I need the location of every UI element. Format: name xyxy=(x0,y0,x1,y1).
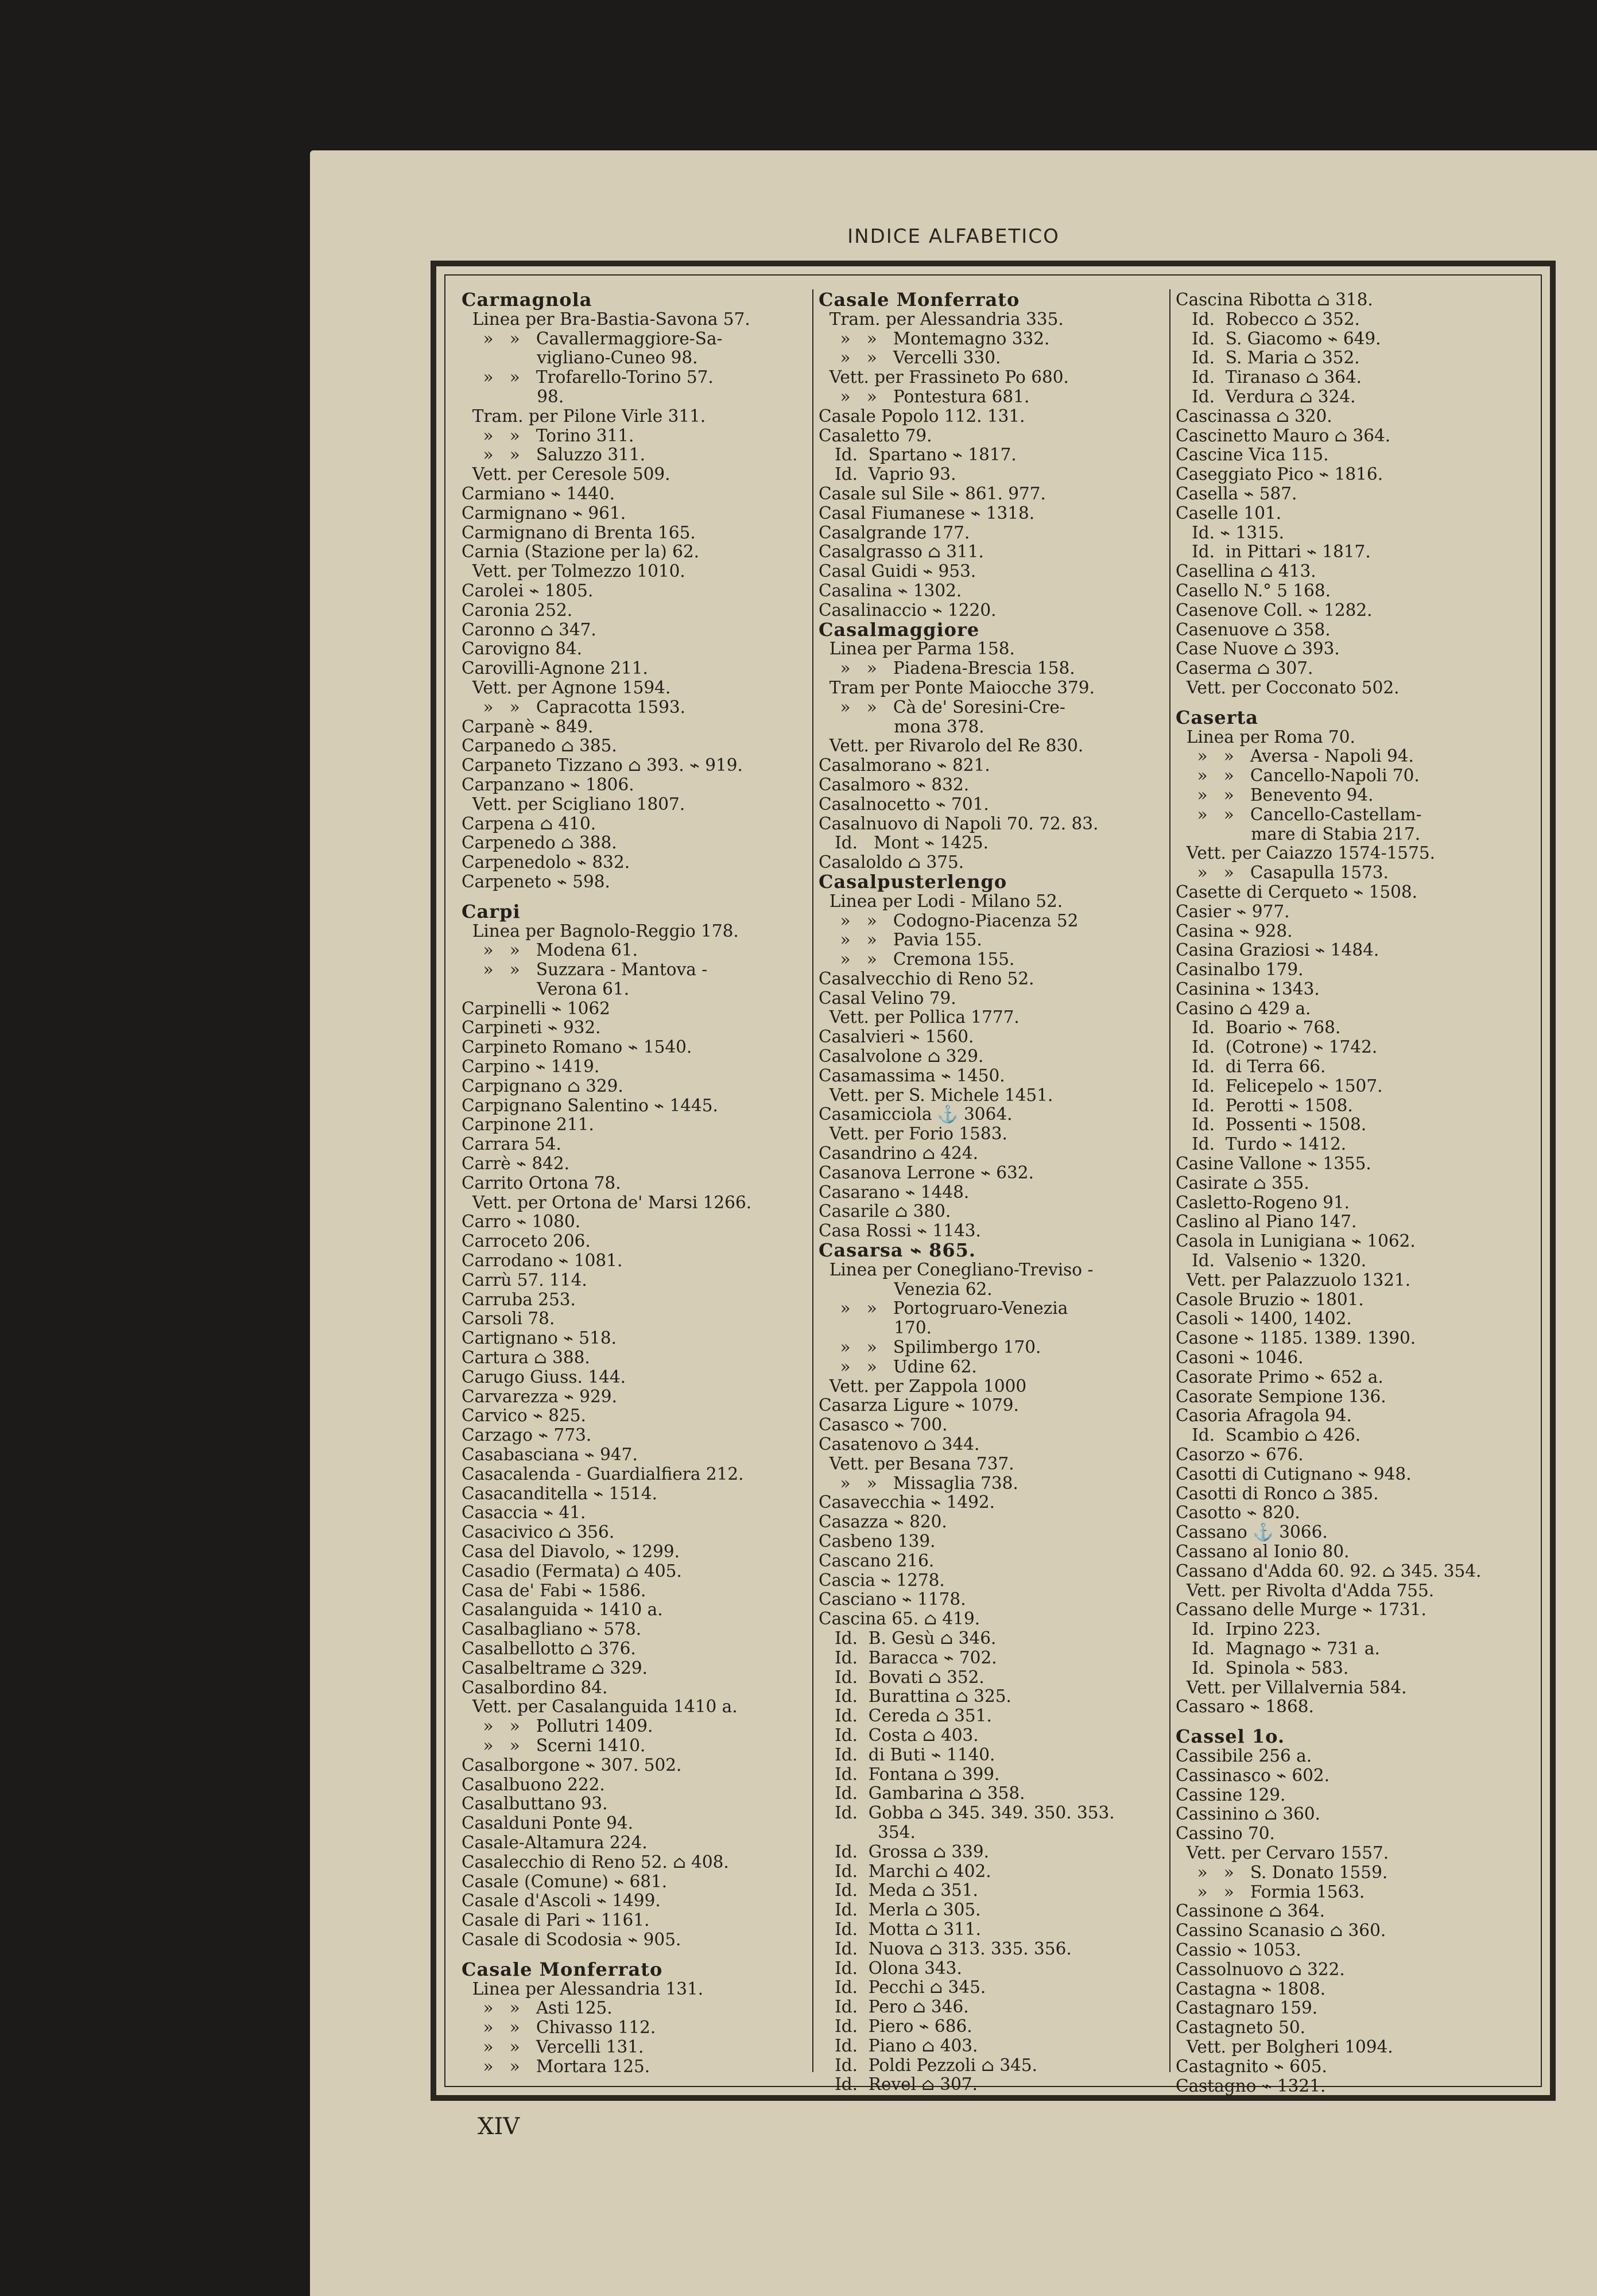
index-entry: Casella ⌁ 587. xyxy=(1176,483,1297,503)
index-entry: Casalbordino 84. xyxy=(462,1677,608,1697)
index-entry: Casaccia ⌁ 41. xyxy=(462,1503,586,1523)
index-heading: Casale Monferrato xyxy=(462,1958,663,1980)
index-entry: Casale di Scodosia ⌁ 905. xyxy=(462,1929,681,1949)
index-entry: Vett. per Casalanguida 1410 a. xyxy=(462,1697,738,1717)
index-entry: Vett. per Bolgheri 1094. xyxy=(1176,2037,1393,2057)
index-entry: » » Pontestura 681. xyxy=(819,386,1030,406)
index-entry: Id. in Pittari ⌁ 1817. xyxy=(1176,542,1371,562)
index-entry: Carpineto Romano ⌁ 1540. xyxy=(462,1037,692,1057)
index-entry: Id. Boario ⌁ 768. xyxy=(1176,1018,1341,1038)
index-entry: Linea per Roma 70. xyxy=(1176,727,1355,747)
index-entry: Caslino al Piano 147. xyxy=(1176,1212,1357,1232)
index-entry: Carmiano ⌁ 1440. xyxy=(462,483,615,503)
index-entry: Id. di Buti ⌁ 1140. xyxy=(819,1744,995,1764)
index-entry: Carpanè ⌁ 849. xyxy=(462,716,594,736)
index-entry: Carugo Giuss. 144. xyxy=(462,1367,626,1387)
index-entry: Casarsa ⌁ 865. xyxy=(819,1239,976,1262)
index-entry: Casale-Altamura 224. xyxy=(462,1832,648,1852)
index-entry: Tram. per Alessandria 335. xyxy=(819,309,1064,329)
index-entry: Linea per Bagnolo-Reggio 178. xyxy=(462,921,739,941)
index-entry: Carpena ⌂ 410. xyxy=(462,813,596,833)
index-entry: Casale (Comune) ⌁ 681. xyxy=(462,1871,668,1891)
index-entry: Carsoli 78. xyxy=(462,1309,555,1329)
index-entry: Tram. per Pilone Virle 311. xyxy=(462,406,706,426)
index-entry: Cassel 1o. xyxy=(1176,1725,1285,1748)
index-entry: » » Chivasso 112. xyxy=(462,2018,656,2038)
index-entry: Cascinassa ⌂ 320. xyxy=(1176,406,1332,426)
index-entry: Casino ⌂ 429 a. xyxy=(1176,998,1311,1018)
index-entry: Linea per Bra-Bastia-Savona 57. xyxy=(462,309,750,329)
index-entry: Casole Bruzio ⌁ 1801. xyxy=(1176,1289,1364,1309)
index-entry: Verona 61. xyxy=(462,979,630,999)
index-entry: Casalbellotto ⌂ 376. xyxy=(462,1638,636,1658)
index-entry: Cassio ⌁ 1053. xyxy=(1176,1940,1301,1960)
index-entry: Carrù 57. 114. xyxy=(462,1270,587,1290)
index-entry: Id. Gambarina ⌂ 358. xyxy=(819,1783,1025,1804)
index-entry: Casazza ⌁ 820. xyxy=(819,1512,947,1532)
index-entry: Casalnuovo di Napoli 70. 72. 83. xyxy=(819,813,1099,833)
index-entry: Id. Nuova ⌂ 313. 335. 356. xyxy=(819,1938,1072,1958)
index-entry: Id. Poldi Pezzoli ⌂ 345. xyxy=(819,2055,1038,2075)
index-entry: » » Montemagno 332. xyxy=(819,328,1050,348)
index-entry: Casorzo ⌁ 676. xyxy=(1176,1445,1304,1465)
index-entry: Carvico ⌁ 825. xyxy=(462,1406,586,1426)
index-entry: Vett. per Palazzuolo 1321. xyxy=(1176,1270,1411,1290)
index-entry: Cassaro ⌁ 1868. xyxy=(1176,1697,1314,1717)
index-entry: Cascia ⌁ 1278. xyxy=(819,1570,945,1590)
index-entry: Cassine 129. xyxy=(1176,1785,1286,1805)
index-entry: Casale d'Ascoli ⌁ 1499. xyxy=(462,1891,661,1911)
index-entry: Casalbuono 222. xyxy=(462,1774,605,1794)
index-entry: Carpino ⌁ 1419. xyxy=(462,1057,600,1077)
index-entry: Id. Magnago ⌁ 731 a. xyxy=(1176,1638,1380,1658)
index-entry: Carzago ⌁ 773. xyxy=(462,1425,592,1445)
index-entry: Casadio (Fermata) ⌂ 405. xyxy=(462,1561,682,1581)
index-entry: » » Piadena-Brescia 158. xyxy=(819,658,1075,678)
index-entry: » » Saluzzo 311. xyxy=(462,445,646,465)
index-entry: Id. Possenti ⌁ 1508. xyxy=(1176,1115,1367,1135)
index-entry: Casalvieri ⌁ 1560. xyxy=(819,1027,974,1047)
index-entry: » » Trofarello-Torino 57. xyxy=(462,367,714,387)
index-entry: Casenove Coll. ⌁ 1282. xyxy=(1176,600,1373,620)
index-entry: » » Missaglia 738. xyxy=(819,1473,1018,1493)
index-entry: Id. Meda ⌂ 351. xyxy=(819,1880,978,1901)
index-entry: Casalbuttano 93. xyxy=(462,1794,608,1814)
index-column-3 xyxy=(1176,290,1532,2096)
index-entry: Casotti di Ronco ⌂ 385. xyxy=(1176,1483,1379,1503)
index-entry: Id. Gobba ⌂ 345. 349. 350. 353. xyxy=(819,1803,1115,1823)
index-entry: Casoli ⌁ 1400, 1402. xyxy=(1176,1309,1352,1329)
index-entry: » » Codogno-Piacenza 52 xyxy=(819,910,1079,930)
index-entry: Casamicciola ⚓ 3064. xyxy=(819,1104,1013,1124)
index-entry: Casorate Sempione 136. xyxy=(1176,1386,1386,1406)
index-entry: Carpinone 211. xyxy=(462,1115,594,1135)
index-entry: Casirate ⌂ 355. xyxy=(1176,1173,1309,1193)
index-entry: Id. Marchi ⌂ 402. xyxy=(819,1861,991,1881)
index-entry: Casina ⌁ 928. xyxy=(1176,921,1293,941)
index-entry: Vett. per Ortona de' Marsi 1266. xyxy=(462,1192,752,1212)
index-entry: » » Pavia 155. xyxy=(819,930,982,950)
index-entry: Vett. per Scigliano 1807. xyxy=(462,794,685,814)
index-entry: Castagno ⌁ 1321. xyxy=(1176,2076,1326,2096)
index-entry: » » S. Donato 1559. xyxy=(1176,1862,1388,1882)
index-entry: Casalgrasso ⌂ 311. xyxy=(819,542,984,562)
index-entry: Casa Rossi ⌁ 1143. xyxy=(819,1221,981,1241)
index-entry: » » Cavallermaggiore-Sa- xyxy=(462,328,723,348)
index-entry: » » Benevento 94. xyxy=(1176,785,1374,805)
index-entry: Casandrino ⌂ 424. xyxy=(819,1143,979,1163)
index-entry: Carrito Ortona 78. xyxy=(462,1173,621,1193)
index-entry: Id. Perotti ⌁ 1508. xyxy=(1176,1095,1353,1115)
index-entry: Linea per Parma 158. xyxy=(819,639,1015,659)
index-entry: » » Casapulla 1573. xyxy=(1176,863,1389,883)
index-entry: » » Suzzara - Mantova - xyxy=(462,960,708,980)
index-entry: Castagneto 50. xyxy=(1176,2018,1305,2038)
index-entry: Id. Pero ⌂ 346. xyxy=(819,1997,969,2017)
index-entry: Carruba 253. xyxy=(462,1289,576,1309)
index-entry: Vett. per Cocconato 502. xyxy=(1176,677,1400,697)
index-entry: Carpignano ⌂ 329. xyxy=(462,1076,623,1096)
index-entry: Id. di Terra 66. xyxy=(1176,1057,1326,1077)
index-entry: Casalgrande 177. xyxy=(819,522,970,542)
index-entry: Id. Pecchi ⌂ 345. xyxy=(819,1977,986,1998)
index-entry: Id. Spartano ⌁ 1817. xyxy=(819,445,1017,465)
index-entry: Cascinetto Mauro ⌂ 364. xyxy=(1176,425,1391,445)
index-entry: Casotti di Cutignano ⌁ 948. xyxy=(1176,1464,1412,1484)
index-entry: Cartura ⌂ 388. xyxy=(462,1348,590,1368)
index-entry: Id. ⌁ 1315. xyxy=(1176,522,1285,542)
index-entry: Carovilli-Agnone 211. xyxy=(462,658,648,678)
index-entry: Casinalbo 179. xyxy=(1176,960,1304,980)
index-entry: » » Torino 311. xyxy=(462,425,634,445)
index-entry: Id. Robecco ⌂ 352. xyxy=(1176,309,1360,329)
index-entry: Casa de' Fabi ⌁ 1586. xyxy=(462,1580,646,1600)
index-entry: Id. Olona 343. xyxy=(819,1958,962,1978)
index-entry: Id. Scambio ⌂ 426. xyxy=(1176,1425,1361,1445)
index-entry: Cassibile 256 a. xyxy=(1176,1746,1312,1766)
index-entry: » » Cancello-Castellam- xyxy=(1176,804,1422,824)
index-entry: Id. (Cotrone) ⌁ 1742. xyxy=(1176,1037,1378,1057)
index-entry: mona 378. xyxy=(819,716,984,736)
index-entry: Casciano ⌁ 1178. xyxy=(819,1589,966,1609)
index-entry: Casette di Cerqueto ⌁ 1508. xyxy=(1176,882,1418,902)
index-entry: » » Mortara 125. xyxy=(462,2056,650,2076)
index-entry: Casorate Primo ⌁ 652 a. xyxy=(1176,1367,1383,1387)
index-entry: Cassolnuovo ⌂ 322. xyxy=(1176,1959,1345,1979)
index-entry: Id. Turdo ⌁ 1412. xyxy=(1176,1134,1347,1154)
index-entry: » » Cremona 155. xyxy=(819,949,1015,969)
index-entry: Vett. per S. Michele 1451. xyxy=(819,1085,1053,1105)
index-entry: Vett. per Caiazzo 1574-1575. xyxy=(1176,843,1435,863)
index-entry: Cassano d'Adda 60. 92. ⌂ 345. 354. xyxy=(1176,1561,1482,1581)
index-entry: Casola in Lunigiana ⌁ 1062. xyxy=(1176,1231,1416,1251)
index-entry: Id. Baracca ⌁ 702. xyxy=(819,1647,997,1667)
index-entry: Id. Grossa ⌂ 339. xyxy=(819,1841,990,1861)
index-entry: Casalvolone ⌂ 329. xyxy=(819,1046,984,1066)
index-entry: Casamassima ⌁ 1450. xyxy=(819,1065,1005,1085)
index-entry: Carpineti ⌁ 932. xyxy=(462,1018,601,1038)
index-entry: Id. Mont ⌁ 1425. xyxy=(819,833,989,853)
index-entry: Vett. per Forio 1583. xyxy=(819,1124,1007,1144)
index-entry: Casale di Pari ⌁ 1161. xyxy=(462,1910,650,1930)
index-entry: Casale Popolo 112. 131. xyxy=(819,406,1025,426)
index-entry: Casal Fiumanese ⌁ 1318. xyxy=(819,503,1035,523)
index-entry: 98. xyxy=(462,386,564,406)
index-entry: Linea per Alessandria 131. xyxy=(462,1979,704,1999)
index-entry: Carpinelli ⌁ 1062 xyxy=(462,998,610,1018)
index-entry: vigliano-Cuneo 98. xyxy=(462,348,698,368)
index-entry: » » Pollutri 1409. xyxy=(462,1716,653,1736)
index-entry: Casenuove ⌂ 358. xyxy=(1176,619,1331,639)
index-entry: Vett. per Rivarolo del Re 830. xyxy=(819,736,1084,756)
index-entry: Casarile ⌂ 380. xyxy=(819,1201,951,1221)
index-entry: Carpaneto Tizzano ⌂ 393. ⌁ 919. xyxy=(462,755,743,775)
index-entry: Id. Spinola ⌁ 583. xyxy=(1176,1658,1349,1678)
index-entry: Id. Tiranaso ⌂ 364. xyxy=(1176,367,1362,387)
index-entry: Cassinone ⌂ 364. xyxy=(1176,1901,1325,1921)
index-entry: Carnia (Stazione per la) 62. xyxy=(462,542,700,562)
index-entry: Carvarezza ⌁ 929. xyxy=(462,1386,617,1406)
index-column-1 xyxy=(462,290,806,2081)
index-entry: Casacalenda - Guardialfiera 212. xyxy=(462,1464,744,1484)
index-entry: Castagna ⌁ 1808. xyxy=(1176,1979,1326,1999)
index-entry: Casalecchio di Reno 52. ⌂ 408. xyxy=(462,1852,729,1872)
index-entry: Case Nuove ⌂ 393. xyxy=(1176,639,1340,659)
index-entry: » » Formia 1563. xyxy=(1176,1882,1365,1902)
index-entry: » » Modena 61. xyxy=(462,940,638,960)
index-entry: Casaletto 79. xyxy=(819,425,932,445)
index-entry: Casalmorano ⌁ 821. xyxy=(819,755,990,775)
index-heading: Carmagnola xyxy=(462,289,592,311)
index-entry: Id. Irpino 223. xyxy=(1176,1619,1321,1639)
index-frame xyxy=(431,261,1556,2101)
index-entry: Vett. per Pollica 1777. xyxy=(819,1007,1020,1027)
index-entry: Casatenovo ⌂ 344. xyxy=(819,1434,980,1455)
index-entry: 354. xyxy=(819,1822,916,1842)
index-entry: » » Vercelli 330. xyxy=(819,348,1001,368)
index-entry: Cascina 65. ⌂ 419. xyxy=(819,1609,980,1629)
index-entry: Cassano al Ionio 80. xyxy=(1176,1542,1350,1561)
index-entry: Caronia 252. xyxy=(462,600,573,620)
index-heading: Caserta xyxy=(1176,706,1258,728)
index-entry: mare di Stabia 217. xyxy=(1176,824,1421,844)
index-entry: Casarza Ligure ⌁ 1079. xyxy=(819,1395,1019,1415)
index-entry: Caseggiato Pico ⌁ 1816. xyxy=(1176,464,1383,484)
index-entry: » » Udine 62. xyxy=(819,1356,977,1376)
index-entry: Vett. per Rivolta d'Adda 755. xyxy=(1176,1580,1435,1600)
page-number: XIV xyxy=(478,2113,520,2140)
index-entry: Vett. per Cervaro 1557. xyxy=(1176,1843,1389,1863)
index-entry: Casina Graziosi ⌁ 1484. xyxy=(1176,940,1379,960)
index-heading: Carpi xyxy=(462,900,521,922)
index-entry: Casabasciana ⌁ 947. xyxy=(462,1445,638,1465)
index-entry: Cassano delle Murge ⌁ 1731. xyxy=(1176,1600,1427,1620)
index-entry: Casacivico ⌂ 356. xyxy=(462,1522,615,1542)
index-entry: Vett. per Zappola 1000 xyxy=(819,1376,1027,1396)
index-entry: Carroceto 206. xyxy=(462,1231,591,1251)
index-entry: Cascine Vica 115. xyxy=(1176,445,1329,465)
index-entry: Cascano 216. xyxy=(819,1550,935,1570)
index-entry: Casa del Diavolo, ⌁ 1299. xyxy=(462,1542,680,1561)
index-entry: » » Cancello-Napoli 70. xyxy=(1176,766,1420,786)
index-entry: Id. Bovati ⌂ 352. xyxy=(819,1667,984,1687)
index-entry: » » Spilimbergo 170. xyxy=(819,1337,1041,1358)
index-entry: Id. Fontana ⌂ 399. xyxy=(819,1764,1000,1784)
index-entry: Id. Motta ⌂ 311. xyxy=(819,1919,982,1939)
index-entry: Cassino 70. xyxy=(1176,1824,1275,1844)
index-entry: Id. Verdura ⌂ 324. xyxy=(1176,386,1356,406)
index-entry: Cassano ⚓ 3066. xyxy=(1176,1522,1328,1542)
index-entry: Cartignano ⌁ 518. xyxy=(462,1328,617,1348)
index-entry: Linea per Conegliano-Treviso - xyxy=(819,1259,1094,1279)
index-entry: Carrodano ⌁ 1081. xyxy=(462,1251,623,1271)
index-entry: Casalmoro ⌁ 832. xyxy=(819,774,970,794)
index-entry: Casavecchia ⌁ 1492. xyxy=(819,1492,995,1512)
index-entry: Id. Felicepelo ⌁ 1507. xyxy=(1176,1076,1383,1096)
index-entry: Id. Cereda ⌂ 351. xyxy=(819,1706,992,1726)
index-heading: Casalpusterlengo xyxy=(819,870,1007,893)
index-entry: Id. Piano ⌂ 403. xyxy=(819,2035,978,2055)
index-entry: Casaloldo ⌂ 375. xyxy=(819,852,964,872)
index-entry: Castagnito ⌁ 605. xyxy=(1176,2056,1327,2076)
index-entry: Carpenedolo ⌁ 832. xyxy=(462,852,630,872)
index-entry: Id. S. Maria ⌂ 352. xyxy=(1176,348,1360,368)
index-entry: Carolei ⌁ 1805. xyxy=(462,580,594,600)
index-entry: Casalbeltrame ⌂ 329. xyxy=(462,1658,648,1678)
index-entry: Casanova Lerrone ⌁ 632. xyxy=(819,1162,1034,1182)
index-entry: Casalborgone ⌁ 307. 502. xyxy=(462,1755,682,1775)
index-entry: Casalduni Ponte 94. xyxy=(462,1813,634,1833)
index-entry: Vett. per Ceresole 509. xyxy=(462,464,670,484)
index-entry: Casier ⌁ 977. xyxy=(1176,901,1290,921)
index-entry: Id. Merla ⌂ 305. xyxy=(819,1900,981,1920)
index-entry: Casalinaccio ⌁ 1220. xyxy=(819,600,997,620)
index-entry: Casine Vallone ⌁ 1355. xyxy=(1176,1154,1371,1174)
index-entry: 170. xyxy=(819,1318,932,1338)
index-entry: Carpeneto ⌁ 598. xyxy=(462,871,610,891)
column-divider xyxy=(1169,289,1170,2072)
index-entry: Vett. per Villalvernia 584. xyxy=(1176,1677,1407,1697)
index-entry: Caselle 101. xyxy=(1176,503,1282,523)
book-page xyxy=(310,150,1597,2296)
index-entry: Casale sul Sile ⌁ 861. 977. xyxy=(819,483,1046,503)
index-entry: Id. Revel ⌂ 307. xyxy=(819,2074,978,2095)
index-entry: » » Aversa - Napoli 94. xyxy=(1176,746,1414,766)
page-header: INDICE ALFABETICO xyxy=(847,225,1060,248)
index-entry: Venezia 62. xyxy=(819,1279,993,1299)
index-entry: Cassinino ⌂ 360. xyxy=(1176,1804,1321,1824)
index-entry: Casletto-Rogeno 91. xyxy=(1176,1192,1350,1212)
index-entry: Carpanzano ⌁ 1806. xyxy=(462,774,634,794)
index-entry: Casinina ⌁ 1343. xyxy=(1176,979,1320,999)
index-entry: Carpenedo ⌂ 388. xyxy=(462,833,617,853)
index-entry: Tram per Ponte Maiocche 379. xyxy=(819,677,1095,697)
index-entry: Carovigno 84. xyxy=(462,639,583,659)
index-entry: Vett. per Besana 737. xyxy=(819,1453,1014,1473)
index-entry: Id. Valsenio ⌁ 1320. xyxy=(1176,1251,1367,1271)
index-entry: Casalvecchio di Reno 52. xyxy=(819,968,1034,988)
index-column-2 xyxy=(819,289,1163,2095)
index-entry: Casoria Afragola 94. xyxy=(1176,1406,1352,1426)
index-heading: Casale Monferrato xyxy=(819,289,1020,311)
index-entry: Id. Piero ⌁ 686. xyxy=(819,2016,972,2036)
index-entry: Caserma ⌂ 307. xyxy=(1176,658,1313,678)
index-entry: Casacanditella ⌁ 1514. xyxy=(462,1483,658,1503)
index-entry: » » Asti 125. xyxy=(462,1998,613,2018)
index-entry: Cascina Ribotta ⌂ 318. xyxy=(1176,290,1373,309)
index-entry: Carrè ⌁ 842. xyxy=(462,1154,570,1174)
index-entry: » » Cà de' Soresini-Cre- xyxy=(819,697,1065,717)
index-entry: Casalnocetto ⌁ 701. xyxy=(819,794,989,814)
index-entry: Carmignano ⌁ 961. xyxy=(462,503,626,523)
index-entry: Id. Costa ⌂ 403. xyxy=(819,1725,979,1745)
index-entry: Casellina ⌂ 413. xyxy=(1176,561,1316,581)
index-entry: Vett. per Agnone 1594. xyxy=(462,677,671,697)
index-entry: » » Capracotta 1593. xyxy=(462,697,686,717)
index-entry: Cassinasco ⌁ 602. xyxy=(1176,1765,1330,1785)
index-entry: Carpignano Salentino ⌁ 1445. xyxy=(462,1095,718,1115)
index-entry: Vett. per Frassineto Po 680. xyxy=(819,367,1069,387)
index-entry: Cassino Scanasio ⌂ 360. xyxy=(1176,1921,1386,1941)
index-entry: Carro ⌁ 1080. xyxy=(462,1212,581,1232)
index-entry: Carmignano di Brenta 165. xyxy=(462,522,696,542)
index-entry: Castagnaro 159. xyxy=(1176,1998,1318,2018)
index-entry: Casone ⌁ 1185. 1389. 1390. xyxy=(1176,1328,1416,1348)
index-entry: Casal Guidi ⌁ 953. xyxy=(819,561,976,581)
index-entry: Carpanedo ⌂ 385. xyxy=(462,736,617,756)
index-entry: Linea per Lodi - Milano 52. xyxy=(819,891,1063,911)
index-entry: Carrara 54. xyxy=(462,1134,561,1154)
index-entry: » » Scerni 1410. xyxy=(462,1735,646,1755)
index-entry: Casasco ⌁ 700. xyxy=(819,1415,948,1435)
index-entry: Casalbagliano ⌁ 578. xyxy=(462,1619,642,1639)
index-entry: Casal Velino 79. xyxy=(819,988,956,1008)
index-entry: Id. S. Giacomo ⌁ 649. xyxy=(1176,328,1381,348)
index-entry: Casbeno 139. xyxy=(819,1531,936,1551)
index-entry: Casello N.° 5 168. xyxy=(1176,580,1331,600)
index-entry: Id. B. Gesù ⌂ 346. xyxy=(819,1628,997,1648)
index-entry: » » Portogruaro-Venezia xyxy=(819,1298,1068,1318)
index-entry: Casoni ⌁ 1046. xyxy=(1176,1348,1304,1368)
index-entry: Vett. per Tolmezzo 1010. xyxy=(462,561,685,581)
index-entry: Id. Vaprio 93. xyxy=(819,464,956,484)
index-entry: Caronno ⌂ 347. xyxy=(462,619,596,639)
index-entry: Casotto ⌁ 820. xyxy=(1176,1503,1300,1523)
index-heading: Casalmaggiore xyxy=(819,618,980,641)
index-entry: Id. Burattina ⌂ 325. xyxy=(819,1686,1011,1707)
index-entry: » » Vercelli 131. xyxy=(462,2037,644,2057)
index-entry: Casarano ⌁ 1448. xyxy=(819,1182,970,1202)
index-entry: Casalanguida ⌁ 1410 a. xyxy=(462,1600,663,1620)
column-divider xyxy=(812,289,813,2072)
index-entry: Casalina ⌁ 1302. xyxy=(819,580,962,600)
